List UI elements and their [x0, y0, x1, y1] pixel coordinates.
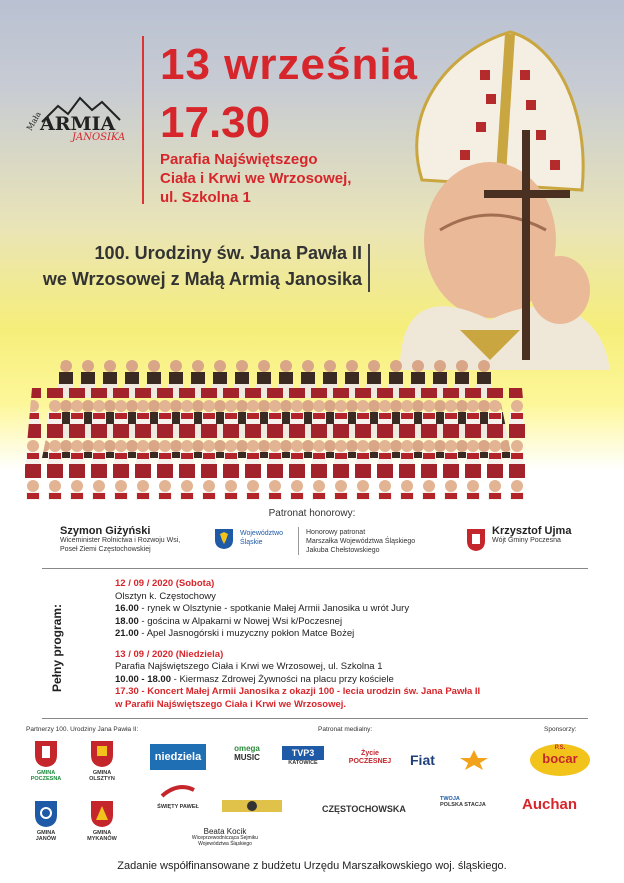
poczesna-crest-icon	[34, 740, 58, 768]
poczesna-coat-of-arms-icon	[466, 528, 486, 552]
gmina-poczesna-logo	[26, 740, 66, 782]
program-concert: w Parafii Najświętszego Ciała i Krwi we Wrzosowej.	[115, 698, 347, 710]
subtitle-line: we Wrzosowej z Małą Armią Janosika	[42, 269, 362, 289]
patron-desc: Jakuba Chełstowskiego	[306, 547, 380, 554]
honorary-patronage-title: Patronat honorowy:	[268, 508, 356, 519]
silesian-voivodeship-label	[240, 529, 283, 547]
program-schedule	[115, 578, 480, 711]
patron-desc: Poseł Ziemi Częstochowskiej	[60, 546, 151, 553]
zycie-poczesnej-logo	[342, 750, 398, 766]
partners-heading: Partnerzy 100. Urodziny Jana Pawła II:	[26, 726, 139, 733]
program-item	[115, 603, 480, 616]
media-label: MUSIC	[234, 753, 260, 762]
mykanow-crest-icon	[90, 800, 114, 828]
media-label: POCZESNEJ	[348, 758, 392, 765]
program-label: Pełny program:	[50, 603, 64, 692]
program-text: - Kiermasz Zdrowej Żywności na placu przy kościele	[171, 673, 394, 685]
beata-kocik-partner	[190, 828, 260, 847]
twoja-polska-stacja-logo	[440, 796, 500, 808]
media-label: omega	[234, 744, 260, 753]
media-label: TVP3	[282, 746, 324, 760]
gmina-label: POCZESNA	[30, 776, 62, 782]
media-label: Życie	[361, 750, 379, 757]
gmina-label: GMINA	[92, 770, 112, 776]
gmina-label: JANÓW	[35, 836, 57, 842]
partners-divider	[42, 718, 588, 719]
program-place: Parafia Najświętszego Ciała i Krwi we Wrzosowej, ul. Szkolna 1	[115, 661, 383, 672]
svg-text:ARMIA: ARMIA	[40, 113, 116, 135]
patron-desc: Marszałka Województwa Śląskiego	[306, 538, 416, 545]
program-day-1: 12 / 09 / 2020 (Sobota)	[115, 578, 215, 589]
gmina-label: GMINA	[36, 830, 56, 836]
program-day-2: 13 / 09 / 2020 (Niedziela)	[115, 648, 224, 660]
patron-name: Szymon Giżyński	[60, 525, 151, 537]
event-subtitle	[43, 240, 362, 292]
omega-music-logo	[226, 744, 268, 762]
tvp3-katowice-logo	[282, 746, 324, 766]
patron-desc: Wiceminister Rolnictwa i Rozwoju Wsi,	[60, 537, 181, 544]
program-time: 21.00	[115, 628, 139, 639]
swiety-pawel-logo	[150, 782, 206, 810]
program-item	[115, 616, 480, 629]
patron-ujma	[492, 527, 571, 545]
svg-text:Mała: Mała	[24, 110, 43, 133]
gmina-olsztyn-logo	[82, 740, 122, 782]
subtitle-line: 100. Urodziny św. Jana Pawła II	[94, 243, 362, 263]
silesian-coat-of-arms-icon	[214, 528, 234, 550]
niedziela-logo: niedziela	[150, 744, 206, 770]
program-text: - Apel Jasnogórski i muzyczny pokłon Matce Bożej	[138, 628, 355, 639]
program-item	[115, 674, 480, 687]
fiat-logo: Fiat	[410, 752, 435, 768]
venue-line: Ciała i Krwi we Wrzosowej,	[160, 170, 352, 187]
venue-line: ul. Szkolna 1	[160, 189, 251, 206]
program-item	[115, 628, 480, 641]
partner-name: Beata Kocik	[203, 827, 247, 836]
patron-name: Krzysztof Ujma	[492, 525, 572, 537]
program-text: - gościna w Alpakarni w Nowej Wsi k/Poczesnej	[138, 615, 343, 627]
program-top-divider	[42, 568, 588, 569]
patron-marshal	[306, 528, 415, 555]
czestochowska-logo: CZĘSTOCHOWSKA	[322, 804, 406, 814]
program-text: - rynek w Olsztynie - spotkanie Małej Armii Janosika u wrót Jury	[138, 603, 410, 614]
bocar-logo	[530, 744, 590, 776]
partner-label: ŚWIĘTY PAWEŁ	[157, 804, 199, 810]
folk-choir-group-photo	[22, 318, 542, 500]
gmina-label: MYKANÓW	[87, 836, 117, 842]
header-divider	[142, 36, 144, 204]
event-date: 13 września	[160, 40, 419, 89]
gmina-label: OLSZTYN	[89, 776, 115, 782]
gmina-janow-logo	[26, 800, 66, 842]
sponsors-heading: Sponsorzy:	[544, 726, 577, 733]
event-time: 17.30	[160, 98, 271, 147]
mala-armia-janosika-logo	[24, 92, 138, 144]
patron-desc: Wójt Gminy Poczesna	[492, 537, 561, 544]
patron-gizynski	[60, 527, 180, 554]
olsztyn-crest-icon	[90, 740, 114, 768]
media-label: POLSKA STACJA	[440, 802, 486, 808]
auchan-logo: Auchan	[522, 796, 578, 813]
gmina-label: GMINA	[92, 830, 112, 836]
program-time: 18.00	[115, 615, 139, 627]
subtitle-divider	[368, 244, 370, 292]
gmina-mykanow-logo	[82, 800, 122, 842]
media-patrons-heading: Patronat medialny:	[318, 726, 373, 733]
colorful-star-logo-icon	[456, 748, 492, 772]
partner-desc: Wiceprzewodnicząca Sejmiku	[191, 835, 259, 841]
program-place: Olsztyn k. Częstochowy	[115, 590, 216, 602]
voivodeship-label-line: Śląskie	[240, 539, 263, 546]
media-label: TWOJA	[440, 796, 460, 802]
janow-crest-icon	[34, 800, 58, 828]
cofinancing-footer: Zadanie współfinansowane z budżetu Urzędu Marszałkowskiego woj. śląskiego.	[117, 860, 507, 872]
program-time: 10.00 - 18.00	[115, 673, 171, 685]
media-strip-logo-icon	[222, 796, 282, 816]
patron-desc: Honorowy patronat	[306, 529, 366, 536]
program-concert: 17.30 - Koncert Małej Armii Janosika z okazji 100 - lecia urodzin św. Jana Pawła II	[115, 686, 481, 697]
swiety-pawel-swoosh-icon	[158, 782, 198, 802]
venue-line: Parafia Najświętszego	[160, 151, 318, 168]
gmina-label: GMINA	[36, 770, 56, 776]
media-label: KATOWICE	[288, 760, 318, 766]
program-time: 16.00	[115, 603, 139, 614]
sponsor-label: bocar	[542, 751, 578, 766]
svg-text:JANOSIKA: JANOSIKA	[72, 132, 126, 143]
sponsor-label: P.S.	[554, 745, 566, 751]
partner-desc: Województwa Śląskiego	[198, 841, 252, 847]
patron-divider	[298, 527, 299, 555]
voivodeship-label-line: Województwo	[240, 530, 284, 537]
